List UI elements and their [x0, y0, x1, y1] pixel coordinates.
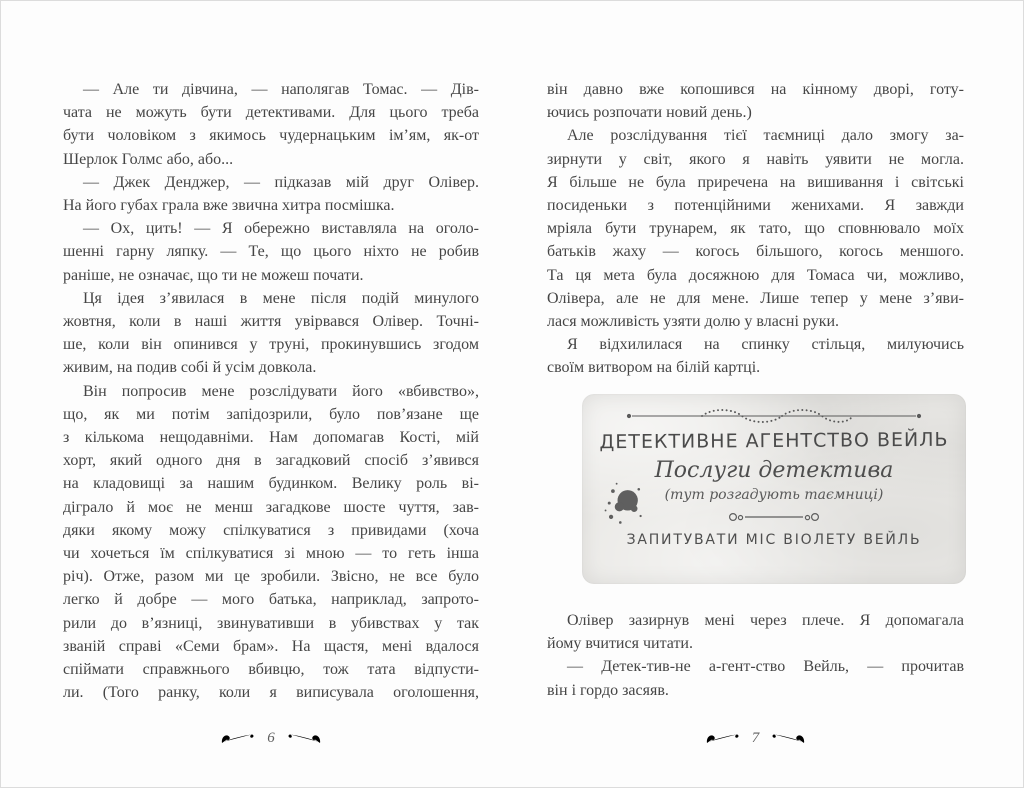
text-line: спіймати справжнього вбивцю, тож тата відпусти-: [63, 661, 479, 679]
text-line: хорт, який одного дня в загадковий спосіб з’явився: [63, 452, 479, 470]
text-line: рили до в’язниці, звинувативши в убивствах у так: [63, 614, 479, 632]
card-contact-line: ЗАПИТУВАТИ МІС ВІОЛЕТУ ВЕЙЛЬ: [626, 532, 922, 548]
dotted-swirl-rule-icon: [624, 407, 924, 425]
flourish-left-icon: [705, 730, 739, 746]
paragraph: [63, 78, 479, 171]
paragraph: [547, 655, 964, 701]
flourish-right-icon: [772, 730, 806, 746]
page-number-right: 7: [751, 729, 760, 746]
text-line: бути чоловіком з якимось чудернацьким ім’ям, як-от: [63, 127, 479, 145]
paragraph: [547, 124, 964, 333]
text-line: дяки якому можу спілкуватися з привидами (хоча: [63, 521, 479, 539]
paragraph: [63, 380, 479, 705]
page-right-text-bottom: [547, 609, 964, 702]
page-left: [63, 1, 479, 788]
text-line: Олівер зазирнув мені через плече. Я допомагала: [567, 612, 964, 629]
card-tagline: (тут розгадують таємниці): [664, 487, 884, 503]
text-line: Та ця мета була досяжною для Томаса чи, можливо,: [547, 266, 964, 284]
text-line: він і гордо засяяв.: [547, 681, 669, 699]
text-line: Він попросив мене розслідувати його «вбивство»,: [83, 382, 479, 400]
text-line: — Детек-тив-не а-гент-ство Вейль, — прочитав: [567, 658, 964, 676]
text-line: Але розслідування тієї таємниці дало змогу за-: [567, 127, 964, 145]
paragraph: [63, 171, 479, 217]
text-line: ли. (Того ранку, коли я виписувала оголошення,: [63, 684, 479, 702]
page-left-text: [63, 78, 479, 704]
text-line: зирнути у світ, якого я навіть уявити не могла.: [547, 150, 964, 168]
text-line: Ця ідея з’явилася в мене після подій минулого: [83, 289, 479, 307]
text-line: що, як ми потім запідозрили, було пов’язане ще: [63, 405, 479, 423]
spiral-divider-icon: [724, 510, 824, 524]
text-line: чи хочеться їм спілкуватися зі мною — то геть інша: [63, 545, 479, 563]
ink-splat-icon: [600, 477, 648, 531]
page-number-left: 6: [267, 729, 275, 746]
text-line: своїм витвором на білій картці.: [547, 359, 761, 377]
text-line: шенні гарну ляпку. — Те, що цього ніхто не робив: [63, 243, 479, 261]
page-right-text-top: [547, 78, 964, 380]
text-line: посиденьки з потенційними женихами. Я завжди: [547, 197, 964, 215]
text-line: ючись розпочати новий день.): [547, 104, 752, 122]
text-line: річ). Отже, разом ми це зробили. Звісно, не все було: [63, 568, 479, 586]
text-line: — Джек Денджер, — підказав мій друг Олівер.: [83, 173, 479, 191]
paragraph: [63, 287, 479, 380]
text-line: легко й добре — мого батька, наприклад, запрото-: [63, 591, 479, 609]
text-line: батьків жаху — когось більшого, когось меншого.: [547, 243, 964, 261]
paragraph: [63, 217, 479, 287]
text-line: він давно вже копошився на кінному дворі, готу-: [547, 81, 964, 98]
text-line: — Ох, цить! — Я обережно виставляла на оголо-: [83, 220, 479, 238]
paragraph: [547, 609, 964, 655]
text-line: йому вчитися читати.: [547, 635, 693, 653]
text-line: — Але ти дівчина, — наполягав Томас. — Дів-: [83, 81, 479, 98]
text-line: На його губах грала вже звична хитра посмішка.: [63, 197, 395, 215]
text-line: мріяла бути трунарем, як тато, що сповнювало моїх: [547, 220, 964, 238]
card-subtitle: Послуги детектива: [654, 458, 894, 483]
text-line: Я більше не була приречена на вишивання і світські: [547, 173, 964, 191]
text-line: ше, коли він опинився у труні, прокинувшись згодом: [63, 336, 479, 354]
paragraph: [547, 78, 964, 124]
text-line: діграло й моє не менш загадкове шосте чуття, зав-: [63, 498, 479, 516]
page-right-footer: [547, 727, 964, 749]
text-line: раніше, не означає, що ти не можеш почати.: [63, 266, 364, 284]
page-right: [547, 1, 964, 788]
text-line: живим, на подив собі й усім довкола.: [63, 359, 317, 377]
text-line: жовтня, коли в наші життя увірвався Олівер. Точні-: [63, 313, 479, 331]
page-left-footer: [63, 727, 479, 749]
flourish-left-icon: [220, 730, 254, 746]
text-line: званій справі «Семи брам». На щастя, мені вдалося: [63, 637, 479, 655]
detective-agency-card: [582, 394, 966, 584]
text-line: з кількома нещодавніми. Нам допомагав Кості, мій: [63, 429, 479, 447]
text-line: на кладовищі за нашим будинком. Велику роль ві-: [63, 475, 479, 493]
paragraph: [547, 333, 964, 379]
text-line: Олівера, але не для мене. Лише тепер у мене з’яви-: [547, 289, 964, 307]
flourish-right-icon: [288, 730, 322, 746]
text-line: чата не можуть бути детективами. Для цього треба: [63, 104, 479, 122]
text-line: лася можливість узяти долю у власні руки.: [547, 313, 840, 331]
card-title: ДЕТЕКТИВНЕ АГЕНТСТВО ВЕЙЛЬ: [599, 428, 949, 454]
text-line: Шерлок Голмс або, або...: [63, 150, 234, 168]
text-line: Я відхилилася на спинку стільця, милуючись: [567, 336, 964, 354]
